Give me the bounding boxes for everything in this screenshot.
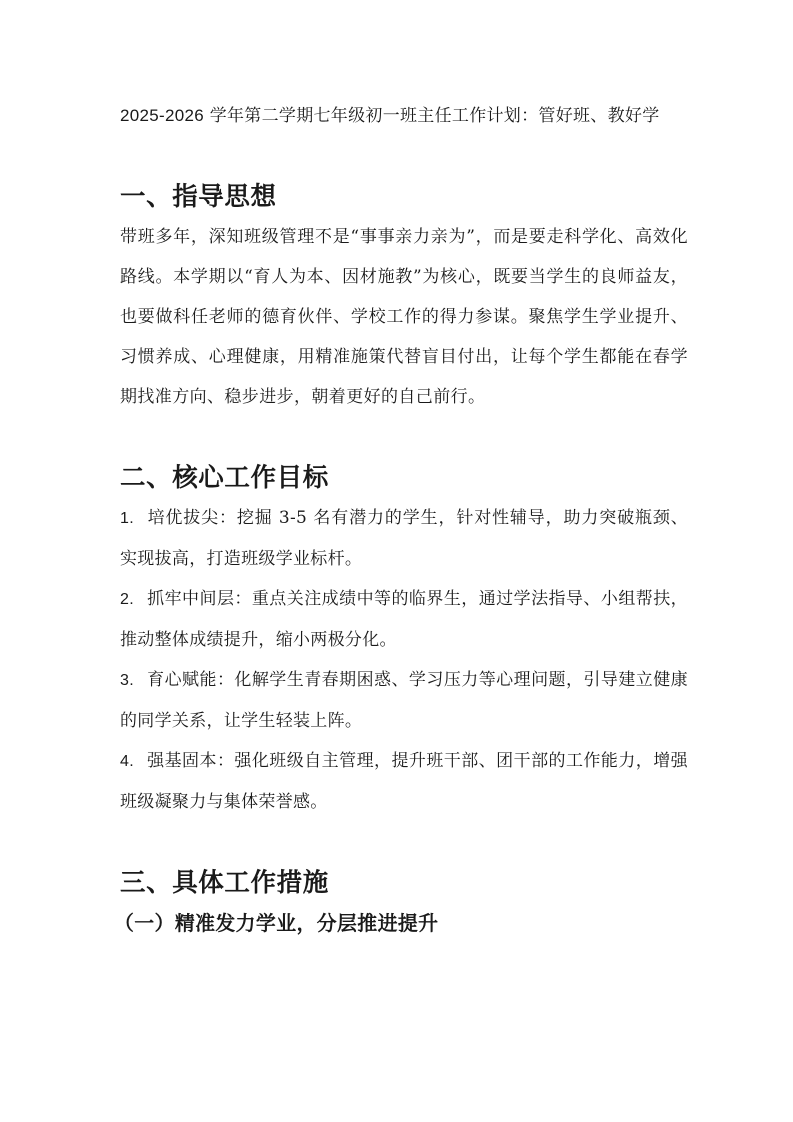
list-item-text: 抓牢中间层：重点关注成绩中等的临界生，通过学法指导、小组帮扶，推动整体成绩提升，缩小两极分化。 (120, 589, 688, 650)
section-heading-core-goals: 二、核心工作目标 (120, 463, 329, 493)
title-year: 2025-2026 (120, 106, 204, 125)
list-item (120, 498, 688, 579)
guiding-ideology-paragraph: 带班多年，深知班级管理不是“事事亲力亲为”，而是要走科学化、高效化路线。本学期以“育人为本、因材施教”为核心，既要当学生的良师益友，也要做科任老师的德育伙伴、学校工作的得力参谋。聚焦学生学业提升、习惯养成、心理健康，用精准施策代替盲目付出，让每个学生都能在春学期找准方向、稳步进步，朝着更好的自己前行。 (120, 227, 688, 407)
title-text: 学年第二学期七年级初一班主任工作计划：管好班、教好学 (204, 106, 660, 126)
section-heading-guiding-ideology: 一、指导思想 (120, 182, 277, 212)
document-title (120, 96, 688, 136)
section-spacer (120, 417, 688, 458)
list-item-number: 2. (120, 591, 134, 608)
list-item-text: 强基固本：强化班级自主管理，提升班干部、团干部的工作能力，增强班级凝聚力与集体荣誉感。 (120, 751, 688, 812)
list-item-number: 4. (120, 753, 134, 770)
subsection-heading-academics: （一）精准发力学业，分层推进提升 (114, 911, 439, 935)
list-item-number: 1. (120, 510, 134, 527)
document-body (114, 96, 688, 943)
list-item (120, 741, 688, 822)
section-heading-measures: 三、具体工作措施 (120, 868, 329, 898)
list-item (120, 660, 688, 741)
list-item (120, 579, 688, 660)
list-item-text: 培优拔尖：挖掘 3-5 名有潜力的学生，针对性辅导，助力突破瓶颈、实现拔高，打造班级学业标杆。 (120, 508, 688, 569)
core-goals-list (120, 498, 688, 822)
section-spacer (120, 822, 688, 863)
list-item-number: 3. (120, 672, 134, 689)
list-item-text: 育心赋能：化解学生青春期困惑、学习压力等心理问题，引导建立健康的同学关系，让学生轻装上阵。 (120, 670, 688, 731)
